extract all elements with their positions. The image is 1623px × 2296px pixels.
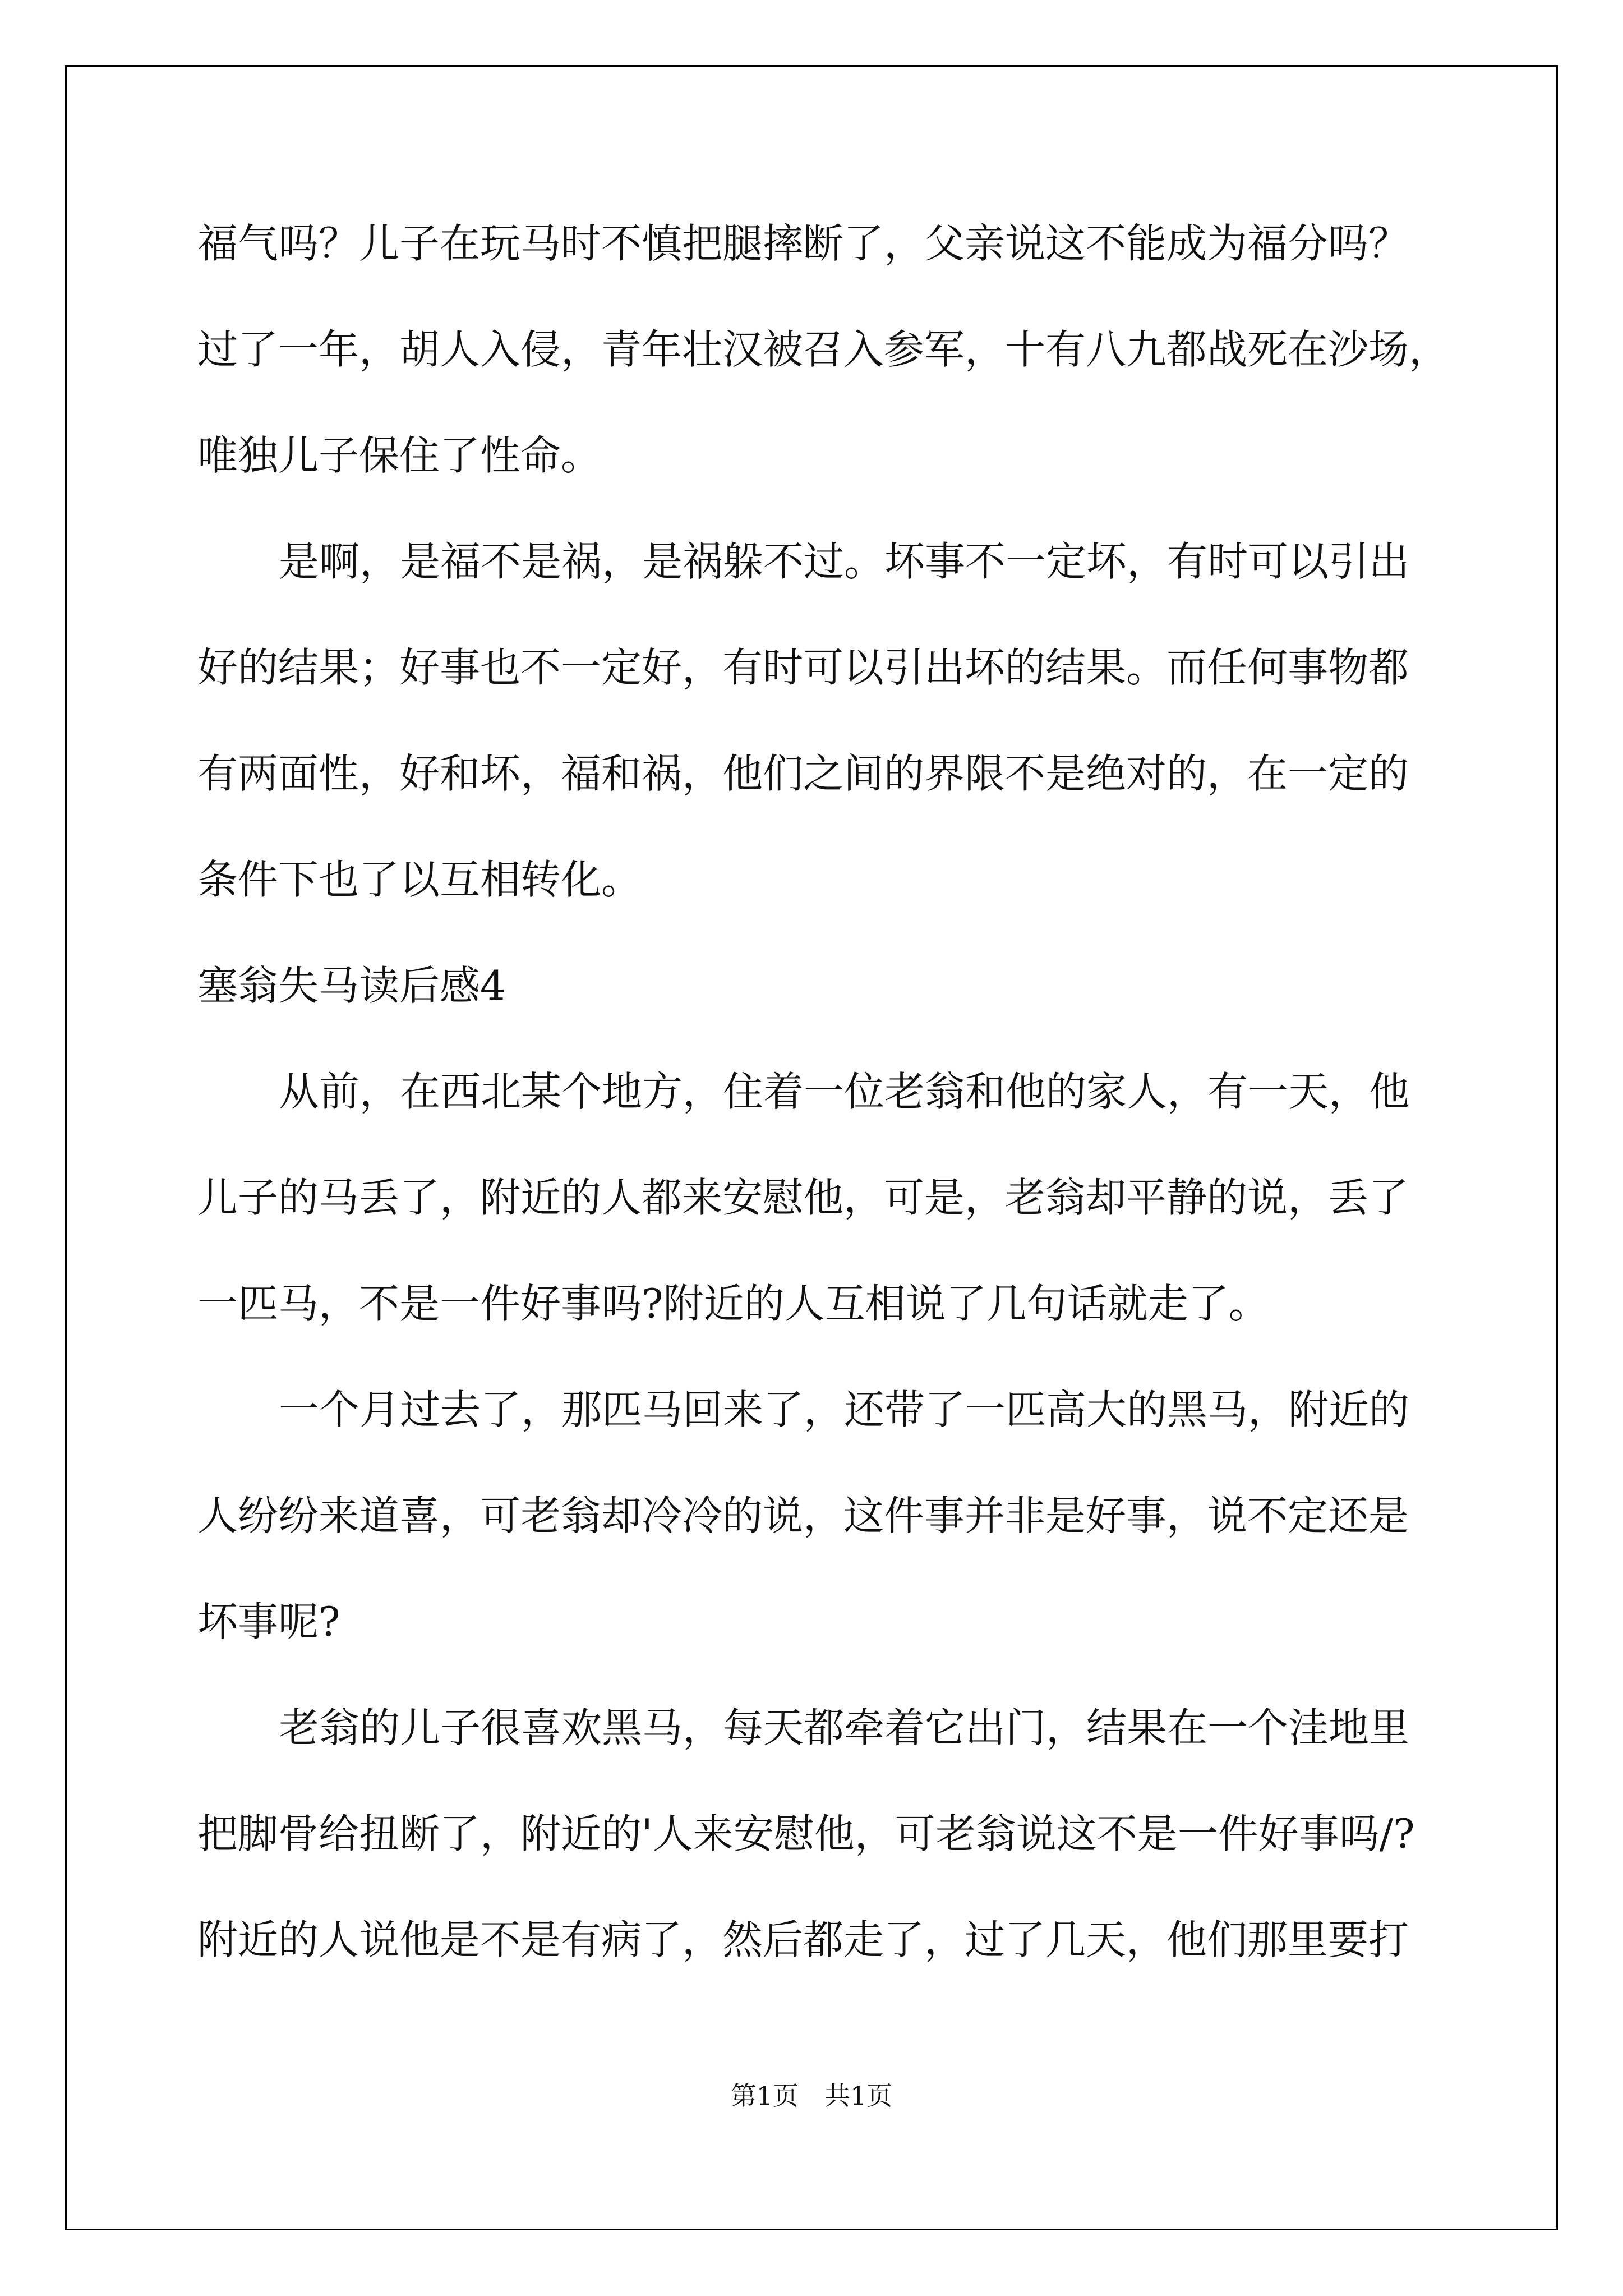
text-line: 有两面性，好和坏，福和祸，他们之间的界限不是绝对的，在一定的 bbox=[197, 750, 1409, 797]
text-line: 儿子的马丢了，附近的人都来安慰他，可是，老翁却平静的说，丢了 bbox=[197, 1174, 1409, 1221]
text-line: 福气吗？儿子在玩马时不慎把腿摔断了，父亲说这不能成为福分吗？ bbox=[197, 220, 1409, 267]
text-line: 一匹马，不是一件好事吗?附近的人互相说了几句话就走了。 bbox=[197, 1280, 1269, 1327]
paragraph-start-line: 一个月过去了，那匹马回来了，还带了一匹高大的黑马，附近的 bbox=[279, 1386, 1410, 1433]
page-number-footer: 第1页 共1页 bbox=[730, 2081, 893, 2111]
text-line: 把脚骨给扭断了，附近的'人来安慰他，可老翁说这不是一件好事吗/? bbox=[197, 1810, 1415, 1857]
section-heading: 塞翁失马读后感4 bbox=[197, 962, 506, 1009]
text-line: 过了一年，胡人入侵，青年壮汉被召入参军，十有八九都战死在沙场， bbox=[197, 326, 1450, 373]
paragraph-start-line: 老翁的儿子很喜欢黑马，每天都牵着它出门，结果在一个洼地里 bbox=[279, 1704, 1410, 1751]
text-line: 条件下也了以互相转化。 bbox=[197, 856, 642, 903]
text-line: 好的结果；好事也不一定好，有时可以引出坏的结果。而任何事物都 bbox=[197, 644, 1409, 691]
text-line: 坏事呢? bbox=[197, 1598, 340, 1645]
text-line: 唯独儿子保住了性命。 bbox=[197, 432, 602, 479]
document-body bbox=[197, 220, 1450, 2026]
paragraph-start-line: 从前，在西北某个地方，住着一位老翁和他的家人，有一天，他 bbox=[279, 1068, 1410, 1115]
text-line: 附近的人说他是不是有病了，然后都走了，过了几天，他们那里要打 bbox=[197, 1916, 1409, 1963]
paragraph-start-line: 是啊，是福不是祸，是祸躲不过。坏事不一定坏，有时可以引出 bbox=[279, 538, 1410, 585]
text-line: 人纷纷来道喜，可老翁却冷冷的说，这件事并非是好事，说不定还是 bbox=[197, 1492, 1409, 1539]
